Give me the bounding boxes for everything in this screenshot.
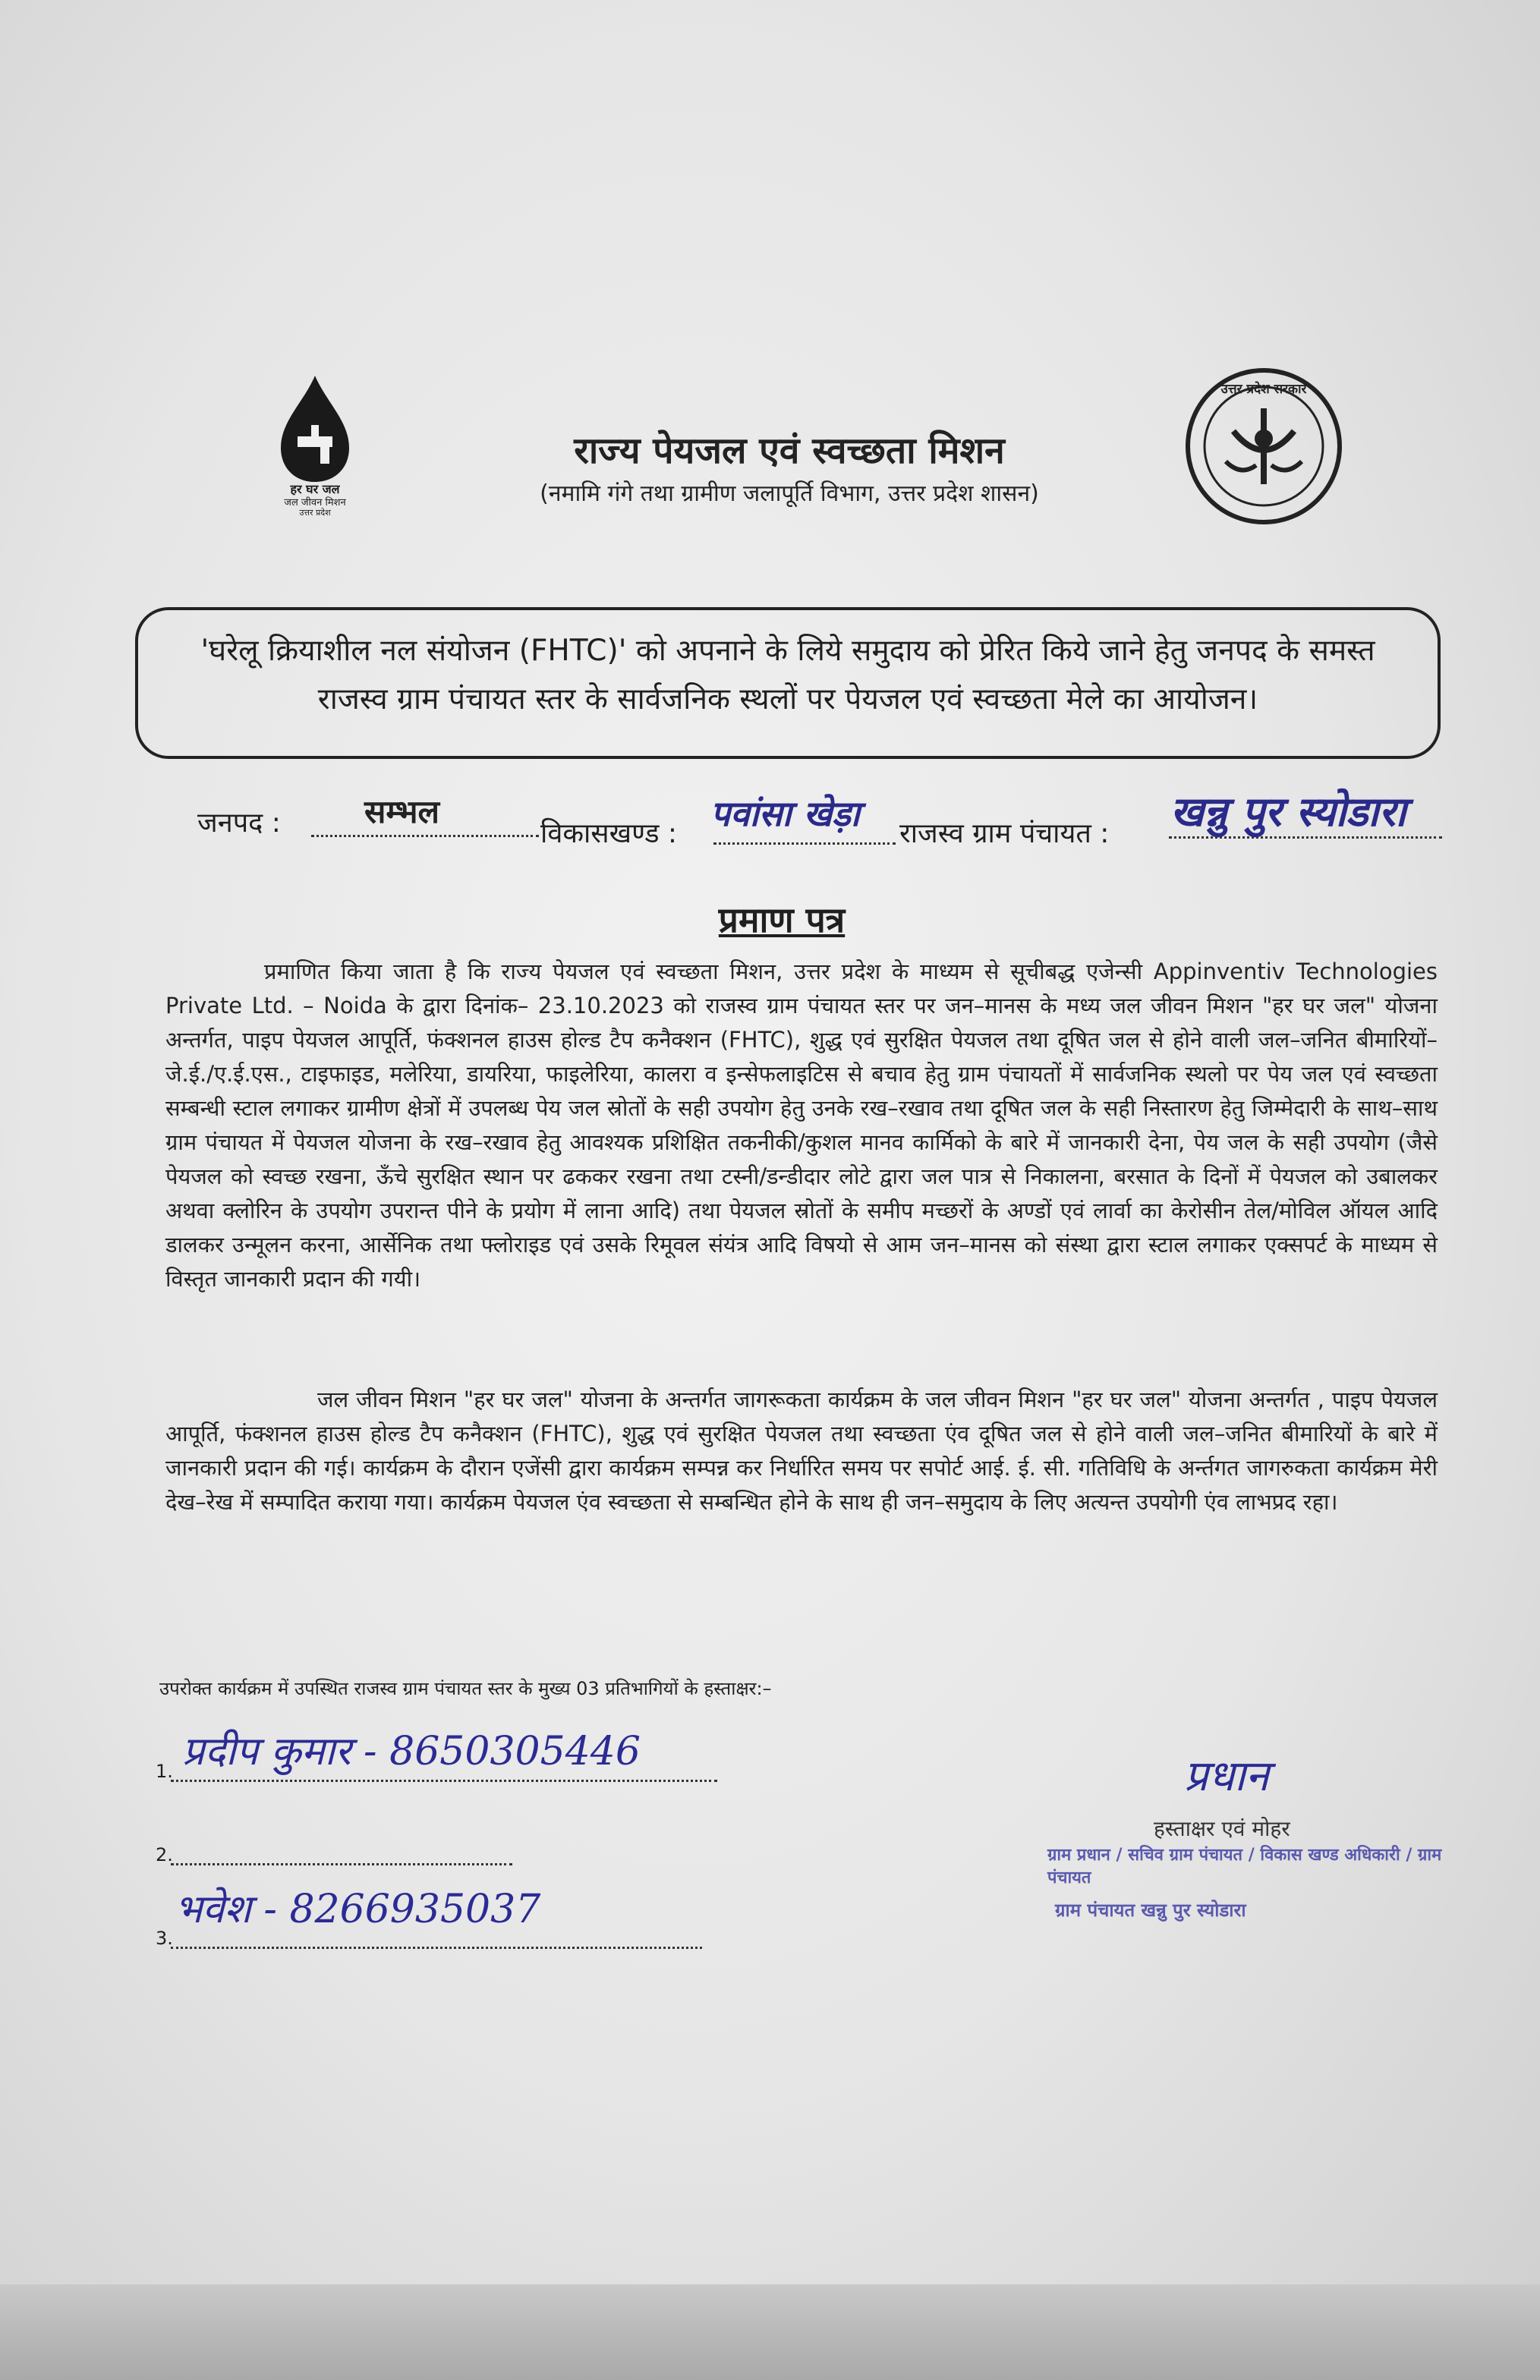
event-banner: 'घरेलू क्रियाशील नल संयोजन (FHTC)' को अपनाने के लिये समुदाय को प्रेरित किये जाने हेतु जनपद के समस्त राजस्व ग्राम पंचायत स्तर के सार्वजनिक स्थलों पर पेयजल एवं स्वच्छता मेले का आयोजन। — [135, 607, 1441, 759]
attendee-3-line — [171, 1947, 702, 1949]
attendee-3-label: 3. — [156, 1928, 173, 1949]
attendee-3-signature: भवेश - 8266935037 — [175, 1887, 541, 1932]
district-label: जनपद : — [197, 808, 281, 839]
block-line — [713, 842, 896, 845]
attendee-2-line — [171, 1863, 512, 1865]
har-ghar-jal-logo — [250, 372, 379, 516]
attendees-intro: उपरोक्त कार्यक्रम में उपस्थित राजस्व ग्राम पंचायत स्तर के मुख्य 03 प्रतिभागियों के हस्ताक्षर:– — [159, 1678, 772, 1699]
block-label: विकासखण्ड : — [540, 818, 678, 849]
up-government-seal — [1180, 363, 1347, 530]
pradhan-signature: प्रधान — [1184, 1752, 1269, 1801]
certificate-paragraph-2: जल जीवन मिशन "हर घर जल" योजना के अन्तर्गत जागरूकता कार्यक्रम के जल जीवन मिशन "हर घर जल" योजना अन्तर्गत , पाइप पेयजल आपूर्ति, फंक्शनल हाउस होल्ड टैप कनैक्शन (FHTC), शुद्ध एवं सुरक्षित पेयजल तथा स्वच्छता एंव दूषित जल से होने वाली जल–जनित बीमारियों के बारे में जानकारी प्रदान की गई। कार्यक्रम के दौरान एजेंसी द्वारा कार्यक्रम सम्पन्न कर निर्धारित समय पर सपोर्ट आई. ई. सी. गतिविधि के अर्न्तगत जागरुकता कार्यक्रम मेरी देख–रेख में सम्पादित कराया गया। कार्यक्रम पेयजल एंव स्वच्छता से सम्बन्धित होने के साथ ही जन–समुदाय के लिए अत्यन्त उपयोगी एंव लाभप्रद रहा। — [165, 1387, 1438, 1515]
page-edge-shadow — [0, 2284, 1540, 2380]
location-details — [197, 789, 1518, 850]
official-stamp: ग्राम पंचायत खन्नु पुर स्योडारा — [1055, 1900, 1246, 1921]
signatory-block — [1047, 1746, 1442, 1943]
block-value: पवांसा खेड़ा — [710, 793, 860, 834]
panchayat-label: राजस्व ग्राम पंचायत : — [899, 818, 1110, 849]
signature-caption: हस्ताक्षर एवं मोहर — [1154, 1816, 1290, 1841]
certificate-paragraph-1: प्रमाणित किया जाता है कि राज्य पेयजल एवं स्वच्छता मिशन, उत्तर प्रदेश के माध्यम से सूचीबद्ध एजेन्सी Appinventiv Technologies Private Ltd. – Noida के द्वारा दिनांक– 23.10.2023 को राजस्व ग्राम पंचायत स्तर पर जन–मानस के मध्य जल जीवन मिशन "हर घर जल" योजना अन्तर्गत, पाइप पेयजल आपूर्ति, फंक्शनल हाउस होल्ड टैप कनैक्शन (FHTC), शुद्ध एवं सुरक्षित पेयजल तथा दूषित जल से होने वाली जल–जनित बीमारियों–जे.ई./ए.ई.एस., टाइफाइड, मलेरिया, डायरिया, फाइलेरिया, कालरा व इन्सेफलाइटिस से बचाव हेतु ग्राम पंचायतों में सार्वजनिक स्थलो पर पेय जल एवं स्वच्छता सम्बन्धी स्टाल लगाकर ग्रामीण क्षेत्रों में उपलब्ध पेय जल स्रोतों के सही उपयोग हेतु उनके रख–रखाव तथा दूषित जल के सही निस्तारण हेतु जिम्मेदारी के साथ–साथ ग्राम पंचायत में पेयजल योजना के रख–रखाव हेतु आवश्यक प्रशिक्षित तकनीकी/कुशल मानव कार्मिको के बारे में जानकारी देना, पेय जल के सही उपयोग (जैसे पेयजल को स्वच्छ रखना, ऊँचे सुरक्षित स्थान पर ढककर रखना तथा टस्नी/डन्डीदार लोटे द्वारा जल पात्र से निकालना, बरसात के दिनों में पेयजल को उबालकर अथवा क्लोरिन के उपयोग उपरान्त पीने के प्रयोग में लाना आदि) तथा पेयजल स्रोतों के समीप मच्छरों के अण्डों एवं लार्वा का केरोसीन तेल/मोविल ऑयल आदि डालकर उन्मूलन करना, आर्सेनिक तथा फ्लोराइड एवं उसके रिमूवल संयंत्र आदि विषयो से आम जन–मानस को संस्था द्वारा स्टाल लगाकर एक्सपर्ट के माध्यम से विस्तृत जानकारी प्रदान की गयी। — [165, 959, 1438, 1292]
panchayat-value: खन्नु पुर स्योडारा — [1170, 787, 1406, 836]
attendee-1-line — [171, 1780, 717, 1782]
district-line — [311, 835, 539, 837]
district-value: सम्भल — [364, 793, 439, 830]
attendee-1-signature: प्रदीप कुमार - 8650305446 — [182, 1729, 641, 1774]
mission-title: राज्य पेयजल एवं स्वच्छता मिशन — [574, 430, 1005, 472]
svg-text:हर घर जल: हर घर जल — [290, 482, 340, 496]
svg-text:उत्तर प्रदेश: उत्तर प्रदेश — [299, 508, 331, 516]
attendee-1-label: 1. — [156, 1761, 173, 1782]
signatory-role: ग्राम प्रधान / सचिव ग्राम पंचायत / विकास खण्ड अधिकारी / ग्राम पंचायत — [1047, 1846, 1442, 1887]
svg-text:जल जीवन मिशन: जल जीवन मिशन — [284, 497, 346, 508]
attendee-2-label: 2. — [156, 1844, 173, 1865]
svg-text:उत्तर प्रदेश सरकार: उत्तर प्रदेश सरकार — [1220, 382, 1307, 397]
certificate-heading: प्रमाण पत्र — [718, 899, 846, 940]
mission-subtitle: (नमामि गंगे तथा ग्रामीण जलापूर्ति विभाग, उत्तर प्रदेश शासन) — [540, 480, 1039, 507]
